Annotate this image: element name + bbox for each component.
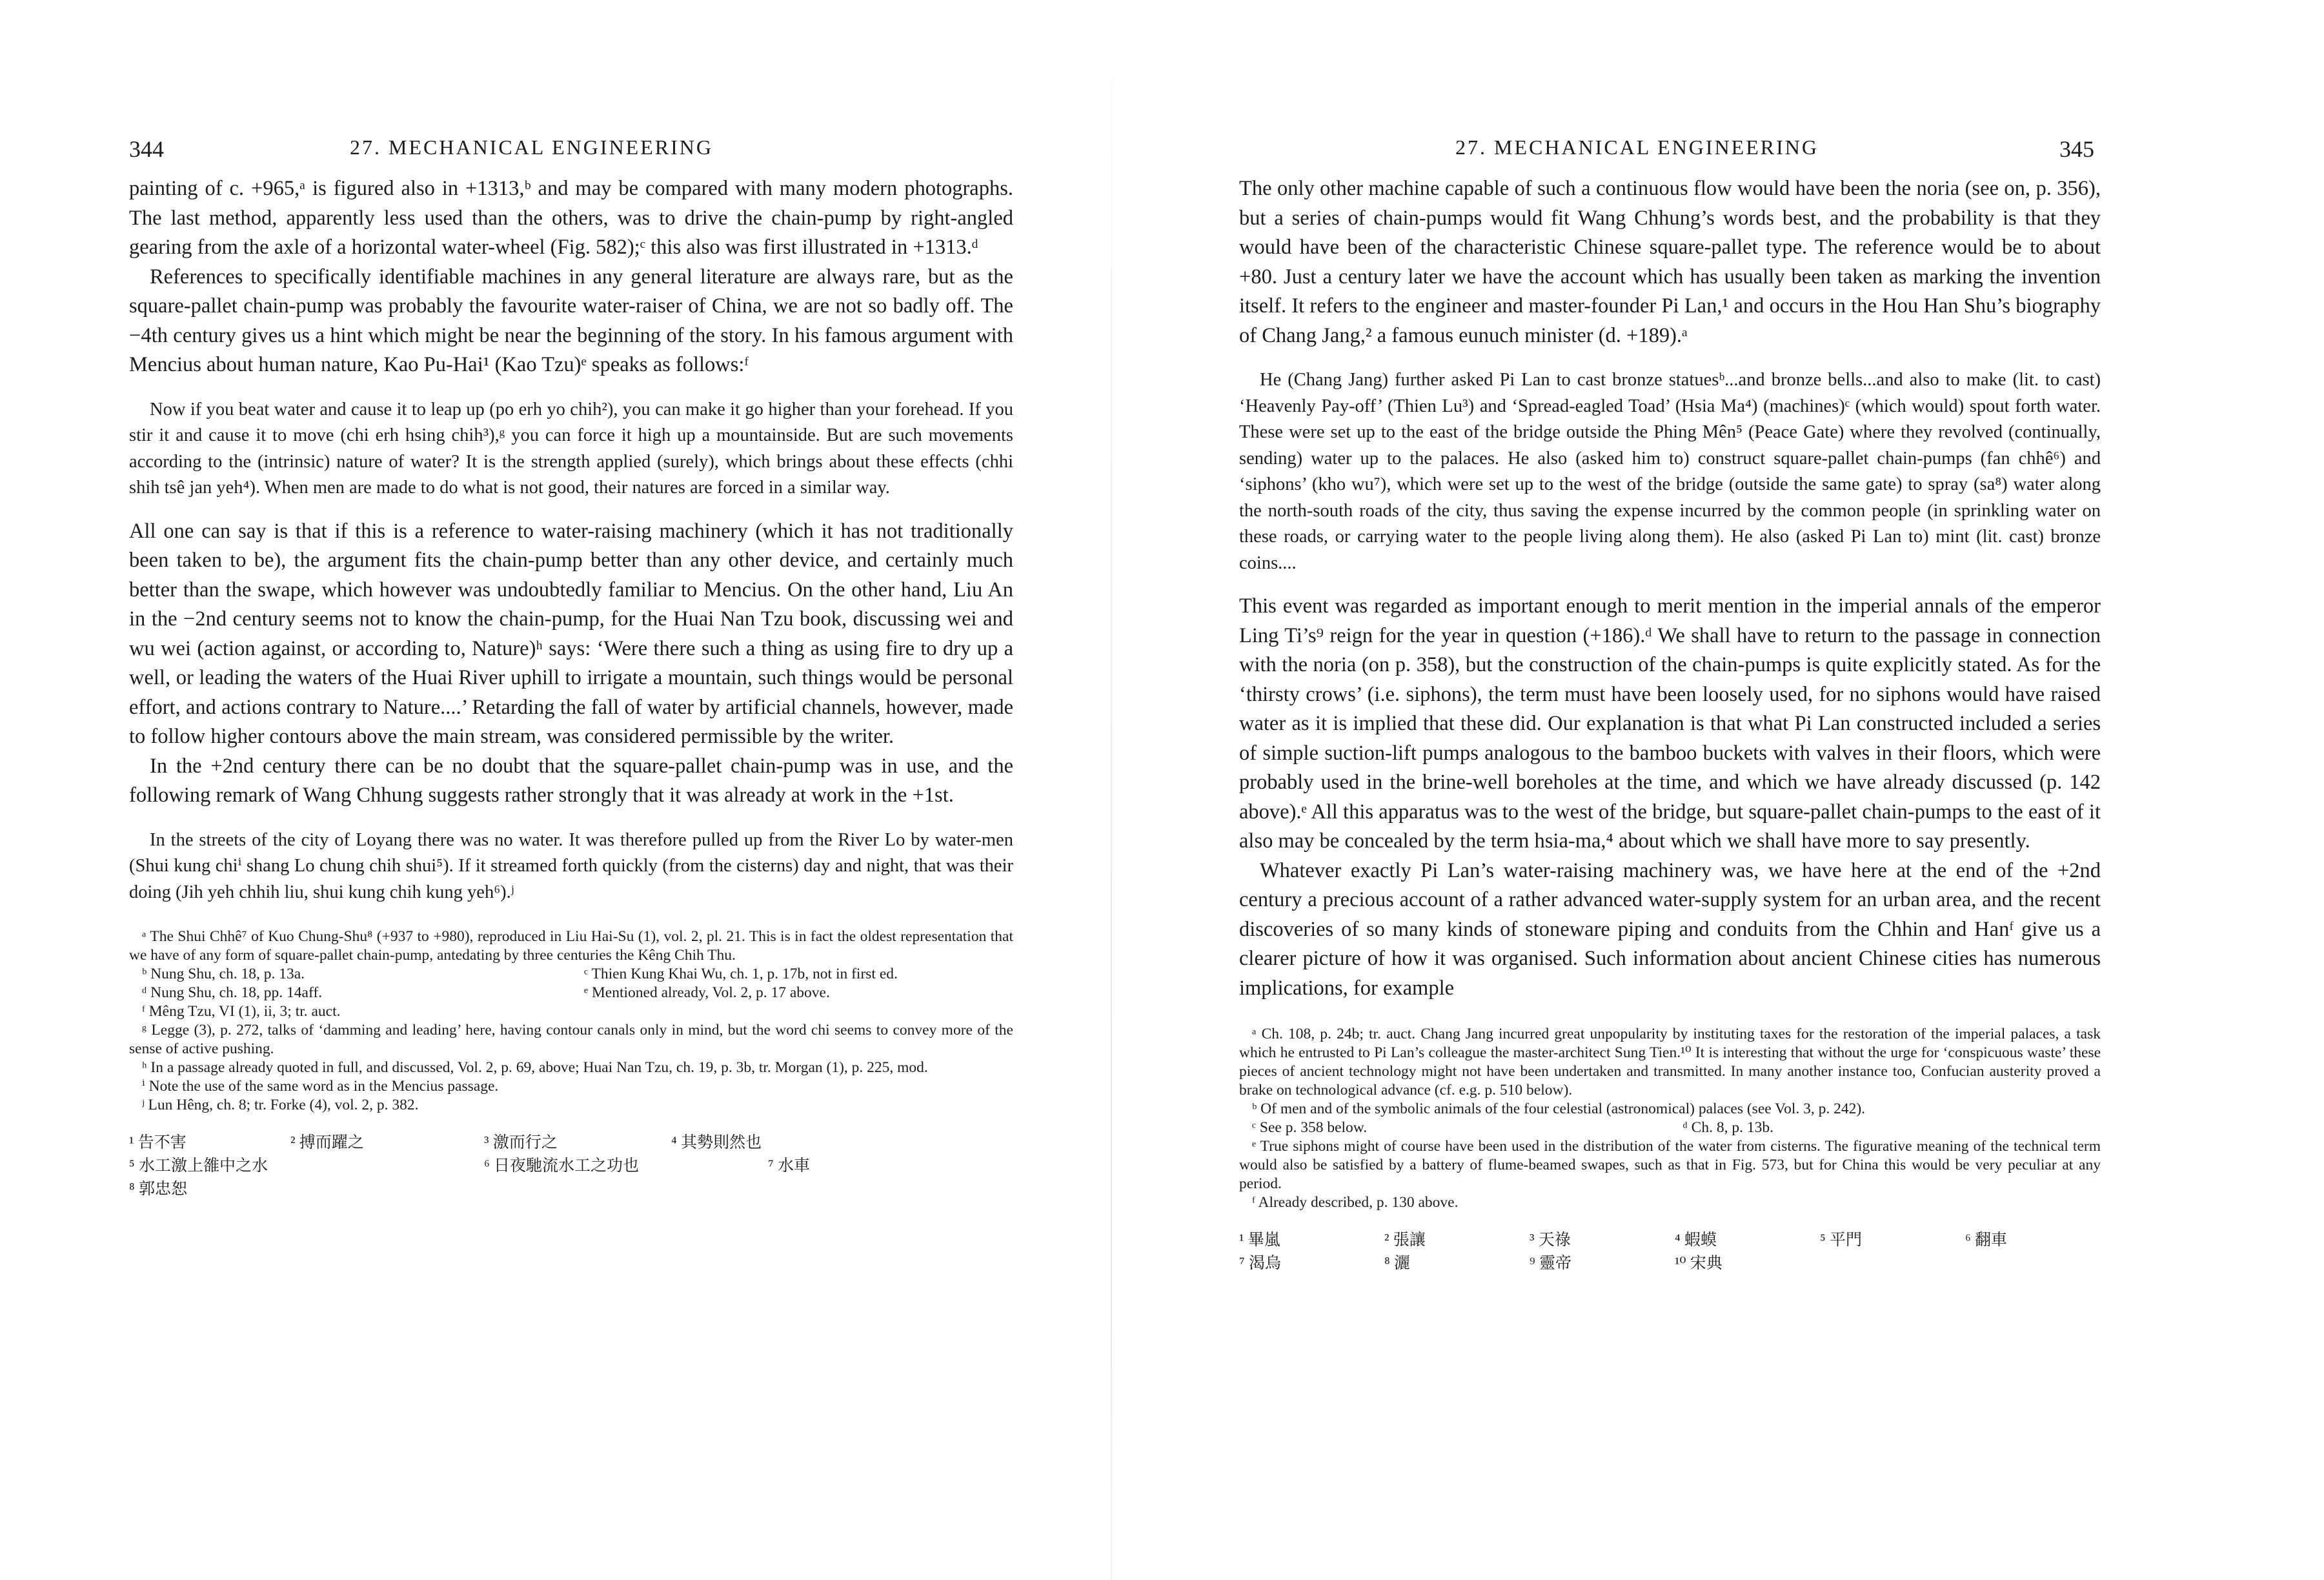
glossary-entry: ⁵ 水工激上雒中之水 xyxy=(129,1157,268,1175)
page-number: 344 xyxy=(129,136,164,162)
body-paragraph: Whatever exactly Pi Lan’s water-raising machinery was, we have here at the end of the +2nd century a precious account of a rather advanced water-supply system for an urban area, and the recent discoveries of so many kinds of stoneware piping and conduits from the Chhin and Hanᶠ give us a clearer picture of how it was organised. Such information about ancient Chinese cities has numerous implications, for example xyxy=(1239,858,2101,1000)
footnote: ᵇ Of men and of the symbolic animals of the four celestial (astronomical) palaces (see Vol. 3, p. 242). xyxy=(1252,1100,1866,1117)
footnote: ⁱ Note the use of the same word as in the Mencius passage. xyxy=(142,1078,499,1095)
body-paragraph: painting of c. +965,ᵃ is figured also in +1313,ᵇ and may be compared with many modern photographs. The last method, apparently less used than the others, was to drive the chain-pump by right-angled gearing from the axle of a horizontal water-wheel (Fig. 582);ᶜ this also was first illustrated in +1313.ᵈ xyxy=(129,177,1013,259)
footnote: ᶠ Already described, p. 130 above. xyxy=(1252,1194,1459,1211)
glossary-row xyxy=(129,1178,1013,1201)
block-quote: In the streets of the city of Loyang there was no water. It was therefore pulled up from the River Lo by water-men (Shui kung chiⁱ shang Lo chung chih shui⁵). If it streamed forth quickly (from the cisterns) day and night, that was their doing (Jih yeh chhih liu, shui kung chih kung yeh⁶).ʲ xyxy=(129,829,1013,902)
body-paragraph: References to specifically identifiable machines in any general literature are always rare, but as the square-pallet chain-pump was probably the favourite water-raiser of China, we are not so badly off. The −4th century gives us a hint which might be near the beginning of the story. In his famous argument with Mencius about human nature, Kao Pu-Hai¹ (Kao Tzu)ᵉ speaks as follows:ᶠ xyxy=(129,265,1013,376)
footnote: ᶠ Mêng Tzu, VI (1), ii, 3; tr. auct. xyxy=(142,1003,341,1020)
footnote: ᵉ True siphons might of course have been used in the distribution of the water from cisterns. The figurative meaning of the technical term would also be satisfied by a battery of flume-beamed swapes, such as that in Fig. 573, but for China this would be very peculiar at any period. xyxy=(1239,1138,2101,1192)
glossary-entry: ³ 天祿 xyxy=(1530,1231,1571,1249)
running-header xyxy=(1233,136,2101,168)
footnote: ᶜ Thien Kung Khai Wu, ch. 1, p. 17b, not in first ed. xyxy=(584,966,898,982)
glossary-row xyxy=(129,1155,1013,1178)
footnote: ᵃ Ch. 108, p. 24b; tr. auct. Chang Jang incurred great unpopularity by instituting taxes for the restoration of the imperial palaces, a task which he entrusted to Pi Lan’s colleague the master-architect Sung Tien.¹⁰ It is interesting that without the urge for ‘conspicuous waste’ these pieces of ancient technology might not have been undertaken and transmitted. In many another instance too, Confucian austerity proved a brake on technological advance (cf. e.g. p. 510 below). xyxy=(1239,1026,2101,1099)
glossary-entry: ¹ 畢嵐 xyxy=(1239,1231,1280,1249)
glossary-entry: ¹⁰ 宋典 xyxy=(1675,1255,1723,1272)
running-head-title: 27. MECHANICAL ENGINEERING xyxy=(1455,136,1819,159)
glossary-entry: ⁷ 渴烏 xyxy=(1239,1255,1281,1272)
running-head-title: 27. MECHANICAL ENGINEERING xyxy=(350,136,713,159)
left-page xyxy=(123,0,1013,1580)
footnote: ᵍ Legge (3), p. 272, talks of ‘damming and leading’ here, having contour canals only in mind, but the word chi seems to convey more of the sense of active pushing. xyxy=(129,1022,1013,1057)
glossary-row xyxy=(129,1131,1013,1155)
block-quote: He (Chang Jang) further asked Pi Lan to cast bronze statuesᵇ...and bronze bells...and also to make (lit. to cast) ‘Heavenly Pay-off’ (Thien Lu³) and ‘Spread-eagled Toad’ (Hsia Ma⁴) (machines)ᶜ (which would) spout forth water. These were set up to the east of the bridge outside the Phing Mên⁵ (Peace Gate) where they revolved (continually, sending) water up to the palaces. He also (asked him to) construct square-pallet chain-pumps (fan chhê⁶) and ‘siphons’ (kho wu⁷), which were set up to the west of the bridge (outside the same gate) to spray (sa⁸) water along the north-south roads of the city, thus saving the expense incurred by the common people (in sprinkling water on these roads, or carrying water to the people living along them). He also (asked Pi Lan to) mint (lit. cast) bronze coins.... xyxy=(1239,370,2101,573)
block-quote: Now if you beat water and cause it to leap up (po erh yo chih²), you can make it go higher than your forehead. If you stir it and cause it to move (chi erh hsing chih³),ᵍ you can force it high up a mountainside. But are such movements according to the (intrinsic) nature of water? It is the strength applied (surely), which brings about these effects (chhi shih tsê jan yeh⁴). When men are made to do what is not good, their natures are forced in a similar way. xyxy=(129,399,1013,498)
page-number: 345 xyxy=(2059,136,2094,162)
footnote-row xyxy=(129,984,1013,1002)
footnote-row xyxy=(1239,1119,2101,1137)
body-paragraph: All one can say is that if this is a reference to water-raising machinery (which it has not traditionally been taken to be), the argument fits the chain-pump better than any other device, and certainly much better than the swape, which however was undoubtedly familiar to Mencius. On the other hand, Liu An in the −2nd century seems not to know the chain-pump, for the Huai Nan Tzu book, discussing wei and wu wei (action against, or according to, Nature)ʰ says: ‘Were there such a thing as using fire to dry up a well, or leading the waters of the Huai River uphill to irrigate a mountain, such things would be personal effort, and actions contrary to Nature....’ Retarding the fall of water by artificial channels, however, made to follow higher contours above the main stream, was considered permissible by the writer. xyxy=(129,519,1013,748)
footnote: ᵃ The Shui Chhê⁷ of Kuo Chung-Shu⁸ (+937 to +980), reproduced in Liu Hai-Su (1), vol. 2, pl. 21. This is in fact the oldest representation that we have of any form of square-pallet chain-pump, antedating by three centuries the Kêng Chih Thu. xyxy=(129,928,1013,964)
footnote: ᵇ Nung Shu, ch. 18, p. 13a. xyxy=(142,966,305,982)
footnote: ᵈ Nung Shu, ch. 18, pp. 14aff. xyxy=(142,984,323,1001)
glossary-row xyxy=(1239,1252,2101,1275)
page-gutter xyxy=(1111,0,1112,1580)
glossary-entry: ¹ 告不害 xyxy=(129,1134,187,1151)
glossary-entry: ² 張讓 xyxy=(1384,1231,1426,1249)
page-body xyxy=(1239,174,2101,1275)
running-header xyxy=(123,136,1013,168)
glossary-entry: ⁸ 灑 xyxy=(1384,1255,1410,1272)
glossary-entry: ⁸ 郭忠恕 xyxy=(129,1180,187,1198)
body-paragraph: The only other machine capable of such a continuous flow would have been the noria (see on, p. 356), but a series of chain-pumps would fit Wang Chhung’s words best, and the probability is that they would have been of the characteristic Chinese square-pallet type. The reference would be to about +80. Just a century later we have the account which has usually been taken as marking the invention itself. It refers to the engineer and master-founder Pi Lan,¹ and occurs in the Hou Han Shu’s biography of Chang Jang,² a famous eunuch minister (d. +189).ᵃ xyxy=(1239,177,2101,347)
footnote: ᵉ Mentioned already, Vol. 2, p. 17 above. xyxy=(584,984,830,1001)
footnote: ᶜ See p. 358 below. xyxy=(1252,1119,1368,1136)
body-paragraph: This event was regarded as important enough to merit mention in the imperial annals of the emperor Ling Ti’s⁹ reign for the year in question (+186).ᵈ We shall have to return to the passage in connection with the noria (on p. 358), but the construction of the chain-pumps is quite explicitly stated. As for the ‘thirsty crows’ (i.e. siphons), the term must have been loosely used, for no siphons would have raised water as it is implied that these did. Our explanation is that what Pi Lan constructed included a series of simple suction-lift pumps analogous to the bamboo buckets with valves in their floors, which were probably used in the brine-well boreholes at the time, and which we have already discussed (p. 142 above).ᵉ All this apparatus was to the west of the bridge, but square-pallet chain-pumps to the east of it also may be concealed by the term hsia-ma,⁴ about which we shall have more to say presently. xyxy=(1239,594,2101,853)
footnotes xyxy=(1239,1025,2101,1212)
glossary-entry: ⁶ 日夜馳流水工之功也 xyxy=(484,1157,639,1175)
glossary-entry: ⁴ 其勢則然也 xyxy=(671,1134,762,1151)
glossary-row xyxy=(1239,1229,2101,1252)
glossary-entry: ² 搏而躍之 xyxy=(290,1134,364,1151)
footnote: ʲ Lun Hêng, ch. 8; tr. Forke (4), vol. 2, p. 382. xyxy=(142,1097,419,1113)
chinese-characters-glossary xyxy=(129,1131,1013,1201)
glossary-entry: ³ 激而行之 xyxy=(484,1134,558,1151)
glossary-entry: ⁵ 平門 xyxy=(1820,1231,1862,1249)
glossary-entry: ⁷ 水車 xyxy=(768,1157,810,1175)
footnote-row xyxy=(129,965,1013,984)
glossary-entry: ⁶ 翻車 xyxy=(1965,1231,2007,1249)
glossary-entry: ⁴ 蝦蟆 xyxy=(1675,1231,1717,1249)
footnote: ᵈ Ch. 8, p. 13b. xyxy=(1682,1119,1773,1136)
glossary-entry: ⁹ 靈帝 xyxy=(1530,1255,1571,1272)
footnotes xyxy=(129,927,1013,1115)
page-body xyxy=(129,174,1013,1201)
chinese-characters-glossary xyxy=(1239,1229,2101,1275)
footnote: ʰ In a passage already quoted in full, and discussed, Vol. 2, p. 69, above; Huai Nan Tzu, ch. 19, p. 3b, tr. Morgan (1), p. 225, mod. xyxy=(142,1059,928,1076)
right-page xyxy=(1233,0,2101,1580)
body-paragraph: In the +2nd century there can be no doubt that the square-pallet chain-pump was in use, and the following remark of Wang Chhung suggests rather strongly that it was already at work in the +1st. xyxy=(129,754,1013,807)
